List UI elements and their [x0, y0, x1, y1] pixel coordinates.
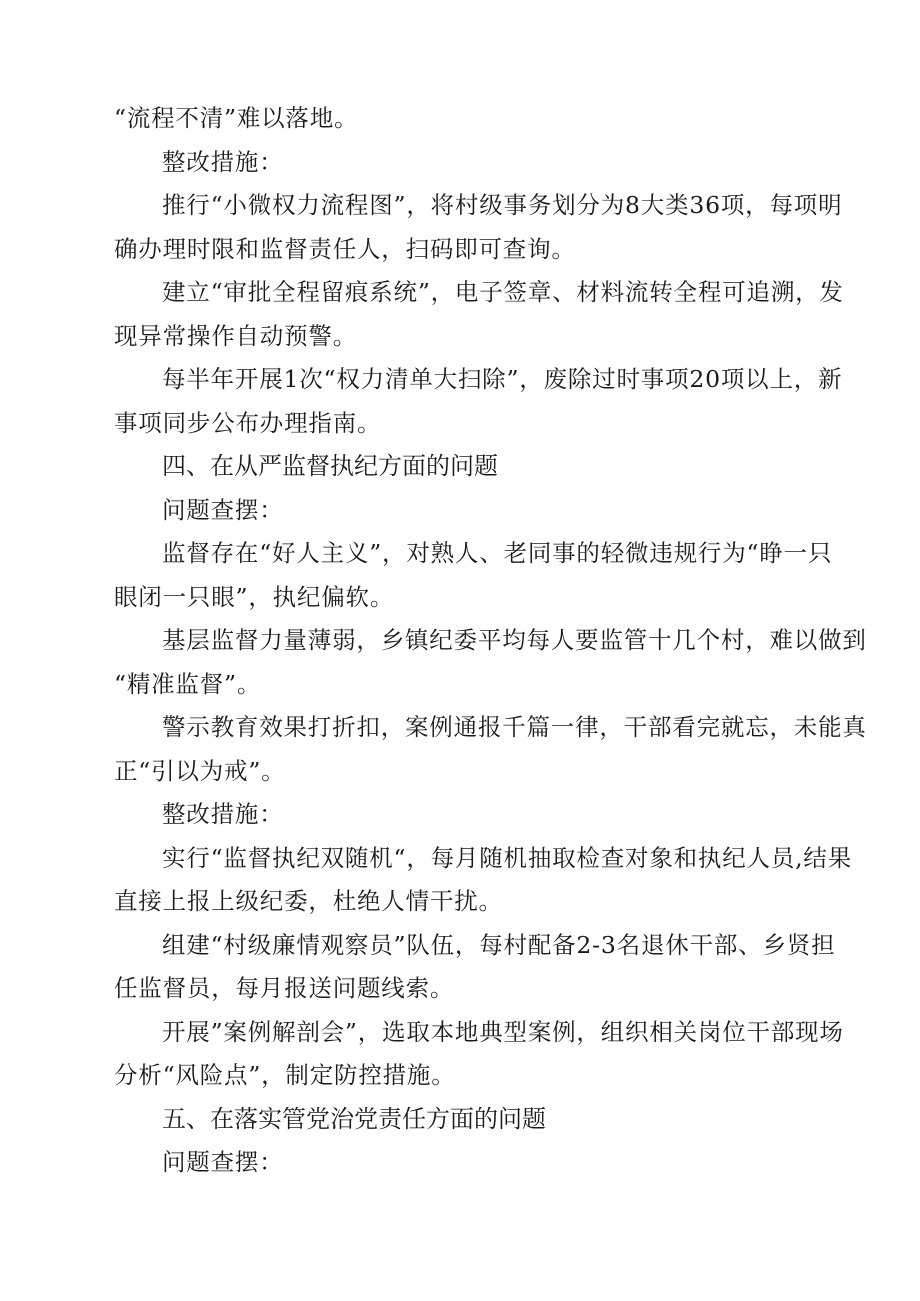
document-body: [114, 97, 867, 1185]
section-heading: 五、在落实管党治党责任方面的问题: [162, 1104, 546, 1133]
text-line: 整改措施：: [162, 147, 284, 176]
text-line: 监督存在“好人主义”，对熟人、老同事的轻微违规行为“睁一只: [162, 539, 833, 567]
text-line: 问题查摆：: [162, 495, 284, 524]
text-line: 确办理时限和监督责任人，扫码即可查询。: [114, 234, 576, 263]
text-line: 事项同步公布办理指南。: [114, 408, 382, 437]
text-line: 直接上报上级纪委，杜绝人情干扰。: [114, 887, 503, 915]
text-line: 每半年开展1次“权力清单大扫除”，废除过时事项20项以上，新: [162, 365, 843, 393]
text-line: 警示教育效果打折扣，案例通报千篇一律，干部看完就忘，未能真: [162, 713, 867, 741]
text-line: 分析“风险点”，制定防控措施。: [114, 1061, 456, 1089]
text-line: 基层监督力量薄弱，乡镇纪委平均每人要监管十几个村，难以做到: [162, 626, 867, 654]
text-line: 开展”案例解剖会”，选取本地典型案例，组织相关岗位干部现场: [162, 1017, 844, 1046]
text-line: “精准监督”。: [114, 669, 262, 698]
text-line: 问题查摆：: [162, 1148, 284, 1176]
text-line: 整改措施：: [162, 800, 284, 828]
text-line: 推行“小微权力流程图”，将村级事务划分为8大类36项，每项明: [162, 191, 843, 219]
text-line: 实行“监督执纪双随机“，每月随机抽取检查对象和执纪人员,结果: [162, 843, 852, 872]
text-line: 组建“村级廉情观察员”队伍，每村配备2-3名退休干部、乡贤担: [162, 930, 836, 959]
text-line: 正“引以为戒”。: [114, 756, 286, 785]
text-line: 现异常操作自动预警。: [114, 321, 357, 350]
text-line: 眼闭一只眼”，执纪偏软。: [114, 582, 395, 611]
text-line: 任监督员，每月报送问题线索。: [114, 974, 455, 1002]
text-line: 建立“审批全程留痕系统”，电子签章、材料流转全程可追溯，发: [162, 278, 844, 306]
text-line: “流程不清”难以落地。: [114, 104, 359, 132]
section-heading: 四、在从严监督执纪方面的问题: [162, 452, 498, 480]
